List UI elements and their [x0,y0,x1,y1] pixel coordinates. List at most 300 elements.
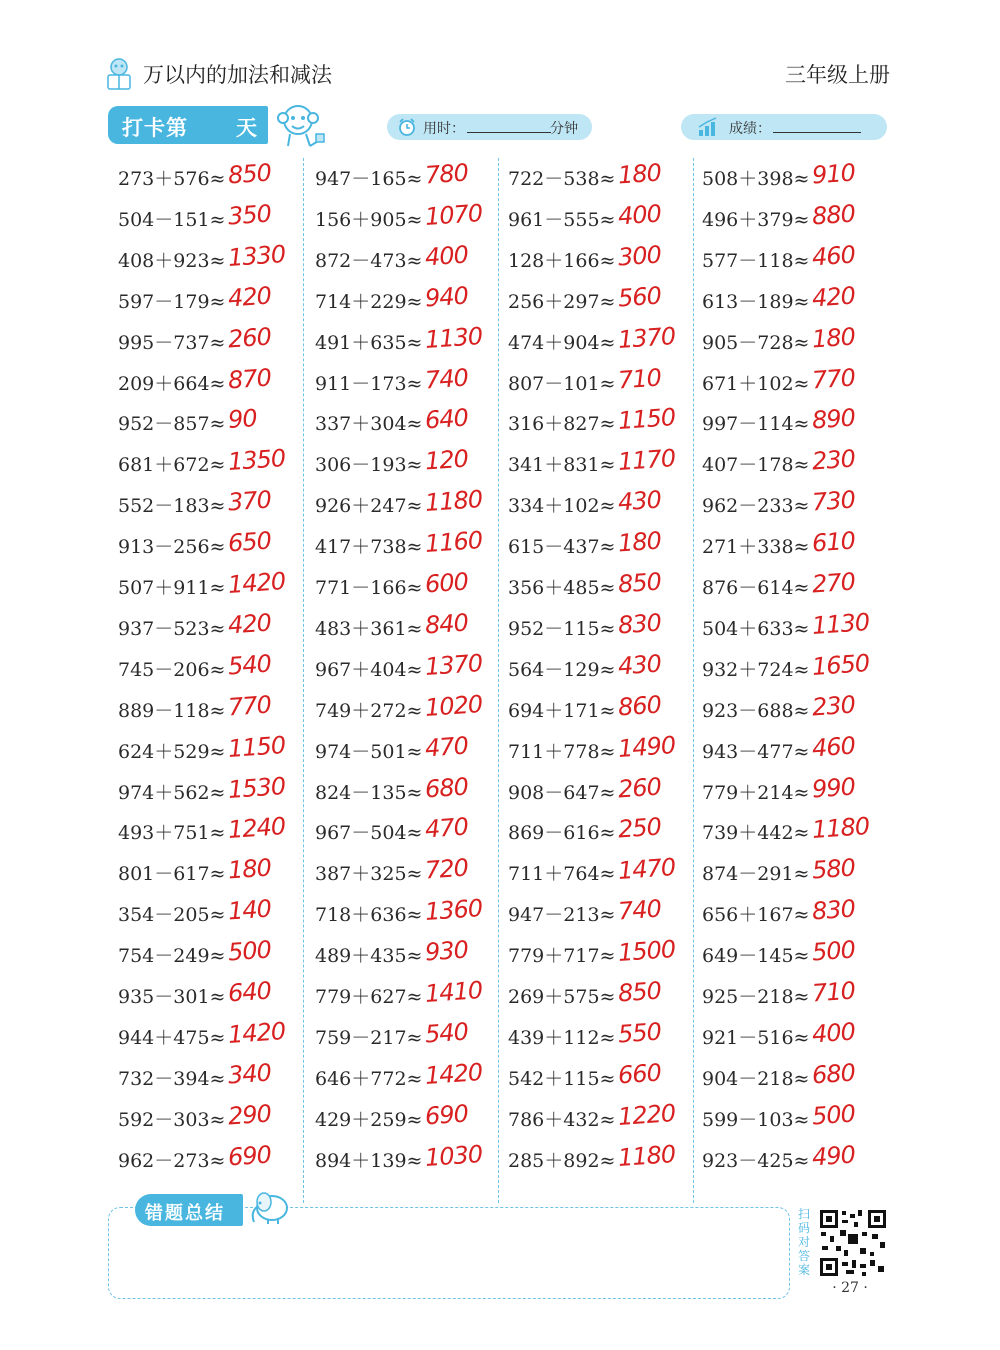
problem-item [315,158,495,198]
problem-item [118,444,298,484]
handwritten-answer[interactable]: 610 [811,526,856,558]
problem-item [508,608,688,648]
problem-item [508,1017,688,1057]
problem-expression: 271＋338≈ [702,536,810,559]
problem-item [118,526,298,566]
problem-expression: 932＋724≈ [702,658,810,681]
problem-item [508,935,688,975]
handwritten-answer[interactable]: 770 [811,363,856,394]
handwritten-answer[interactable]: 690 [424,1099,469,1131]
problem-expression: 387＋325≈ [315,863,423,886]
problem-expression: 874－291≈ [702,863,810,886]
problem-item [118,1058,298,1098]
handwritten-answer[interactable]: 1180 [811,812,870,845]
problem-expression: 962－233≈ [702,495,810,518]
problem-item [508,322,688,362]
handwritten-answer[interactable]: 850 [227,158,272,190]
problem-item [118,1140,298,1180]
problem-item [315,731,495,771]
problem-expression: 646＋772≈ [315,1067,423,1090]
problem-expression: 504－151≈ [118,208,226,231]
problem-item [315,363,495,403]
problem-expression: 334＋102≈ [508,495,616,518]
handwritten-answer[interactable]: 90 [227,404,258,435]
problem-expression: 356＋485≈ [508,577,616,599]
problem-expression: 952－115≈ [508,617,616,640]
problem-expression: 732－394≈ [118,1067,226,1090]
handwritten-answer[interactable]: 850 [617,976,662,1008]
problem-item [702,199,882,239]
problem-expression: 905－728≈ [702,331,810,354]
handwritten-answer[interactable]: 340 [227,1058,272,1090]
problem-item [315,567,495,607]
problem-expression: 771－166≈ [315,577,423,599]
handwritten-answer[interactable]: 690 [227,1140,272,1172]
handwritten-answer[interactable]: 430 [617,649,662,681]
handwritten-answer[interactable]: 1180 [424,485,483,518]
problem-expression: 779＋717≈ [508,945,616,968]
problem-expression: 256＋297≈ [508,290,616,313]
handwritten-answer[interactable]: 840 [424,608,469,640]
handwritten-answer[interactable]: 400 [811,1017,856,1049]
problem-expression: 671＋102≈ [702,372,810,395]
problem-item [315,1058,495,1098]
handwritten-answer[interactable]: 860 [617,690,662,722]
problem-item [508,281,688,321]
problem-item [315,690,495,730]
problem-expression: 542＋115≈ [508,1067,616,1090]
problem-expression: 507＋911≈ [118,577,226,599]
handwritten-answer[interactable]: 580 [811,853,856,885]
problem-item [508,649,688,689]
problem-item [118,731,298,771]
problem-item [118,690,298,730]
problem-expression: 496＋379≈ [702,208,810,231]
problem-expression: 786＋432≈ [508,1108,616,1131]
problem-item [118,935,298,975]
problem-item [702,731,882,771]
handwritten-answer[interactable]: 740 [424,363,469,394]
problem-item [315,935,495,975]
problem-expression: 439＋112≈ [508,1026,616,1049]
handwritten-answer[interactable]: 650 [227,526,272,558]
handwritten-answer[interactable]: 680 [811,1058,856,1090]
problem-expression: 417＋738≈ [315,536,423,559]
problem-item [118,158,298,198]
problem-expression: 876－614≈ [702,577,810,599]
handwritten-answer[interactable]: 420 [227,608,272,640]
score-field[interactable] [681,114,887,140]
handwritten-answer[interactable]: 250 [617,812,662,844]
problem-item [315,199,495,239]
handwritten-answer[interactable]: 470 [424,812,469,844]
problem-item [702,894,882,934]
problem-expression: 944＋475≈ [118,1026,226,1049]
handwritten-answer[interactable]: 260 [617,772,662,803]
problem-expression: 947－213≈ [508,904,616,927]
problem-expression: 974－501≈ [315,740,423,763]
problem-grid [108,158,888,1210]
handwritten-answer[interactable]: 910 [811,158,856,190]
problem-expression: 739＋442≈ [702,822,810,845]
problem-expression: 807－101≈ [508,372,616,395]
problem-item [702,526,882,566]
problem-expression: 429＋259≈ [315,1108,423,1131]
problem-item [315,853,495,893]
handwritten-answer[interactable]: 1410 [424,976,483,1008]
handwritten-answer[interactable]: 550 [617,1017,662,1049]
problem-expression: 624＋529≈ [118,740,226,763]
problem-item [508,772,688,812]
handwritten-answer[interactable]: 1180 [617,1139,676,1172]
problem-item [118,608,298,648]
handwritten-answer[interactable]: 500 [811,1099,856,1131]
problem-item [508,485,688,525]
book-mascot-icon [105,57,133,91]
problem-expression: 285＋892≈ [508,1149,616,1172]
handwritten-answer[interactable]: 430 [617,485,662,517]
problem-expression: 599－103≈ [702,1108,810,1131]
handwritten-answer[interactable]: 1420 [424,1057,483,1090]
problem-expression: 656＋167≈ [702,904,810,927]
elephant-icon [246,1186,294,1226]
handwritten-answer[interactable]: 1130 [424,321,483,354]
problem-expression: 597－179≈ [118,290,226,313]
problem-item [702,403,882,443]
mistake-summary-label: 错题总结 [145,1203,225,1224]
handwritten-answer[interactable]: 1490 [617,730,676,763]
handwritten-answer[interactable]: 1240 [227,812,286,845]
column-divider [498,158,499,1203]
problem-item [315,485,495,525]
problem-expression: 474＋904≈ [508,331,616,354]
handwritten-answer[interactable]: 180 [617,526,662,558]
problem-item [702,853,882,893]
handwritten-answer[interactable]: 1070 [424,198,483,231]
problem-expression: 974＋562≈ [118,781,226,804]
handwritten-answer[interactable]: 1360 [424,894,483,927]
handwritten-answer[interactable]: 730 [811,485,856,517]
problem-item [702,976,882,1016]
problem-expression: 745－206≈ [118,658,226,681]
handwritten-answer[interactable]: 780 [424,158,469,190]
problem-item [508,403,688,443]
problem-expression: 894＋139≈ [315,1149,423,1172]
score-label: 成绩： [729,121,771,137]
problem-item [118,853,298,893]
problem-expression: 926＋247≈ [315,495,423,518]
handwritten-answer[interactable]: 640 [424,403,469,435]
handwritten-answer[interactable]: 680 [424,772,469,803]
problem-expression: 997－114≈ [702,413,810,436]
problem-item [508,526,688,566]
problem-item [118,363,298,403]
problem-item [118,1017,298,1057]
problem-expression: 564－129≈ [508,658,616,681]
problem-item [315,1099,495,1139]
problem-item [118,976,298,1016]
problem-item [508,1140,688,1180]
problem-expression: 711＋764≈ [508,863,616,886]
problem-expression: 407－178≈ [702,454,810,477]
problem-expression: 872－473≈ [315,249,423,272]
problem-expression: 869－616≈ [508,822,616,845]
problem-item [118,485,298,525]
handwritten-answer[interactable]: 1150 [617,403,676,436]
problem-expression: 714＋229≈ [315,290,423,313]
problem-item [702,1017,882,1057]
handwritten-answer[interactable]: 890 [811,403,856,435]
handwritten-answer[interactable]: 1170 [617,444,676,477]
problem-item [315,403,495,443]
problem-expression: 711＋778≈ [508,740,616,763]
handwritten-answer[interactable]: 300 [617,240,662,272]
problem-item [508,158,688,198]
handwritten-answer[interactable]: 460 [811,240,856,272]
handwritten-answer[interactable]: 1500 [617,935,676,968]
problem-item [508,853,688,893]
handwritten-answer[interactable]: 540 [227,649,272,681]
handwritten-answer[interactable]: 940 [424,281,469,313]
handwritten-answer[interactable]: 270 [811,567,856,599]
handwritten-answer[interactable]: 370 [227,485,272,517]
handwritten-answer[interactable]: 1370 [424,648,483,681]
problem-expression: 962－273≈ [118,1149,226,1172]
time-label: 用时： [423,121,465,137]
problem-expression: 552－183≈ [118,495,226,518]
handwritten-answer[interactable]: 180 [227,853,272,885]
problem-expression: 493＋751≈ [118,822,226,845]
handwritten-answer[interactable]: 740 [617,894,662,926]
handwritten-answer[interactable]: 1350 [227,444,286,477]
problem-expression: 779＋627≈ [315,986,423,1008]
problem-expression: 801－617≈ [118,863,226,886]
time-field[interactable] [387,114,592,140]
problem-item [315,649,495,689]
problem-expression: 128＋166≈ [508,249,616,272]
handwritten-answer[interactable]: 500 [227,935,272,967]
problem-expression: 408＋923≈ [118,249,226,272]
handwritten-answer[interactable]: 710 [617,363,662,394]
problem-expression: 754－249≈ [118,945,226,968]
problem-expression: 904－218≈ [702,1067,810,1090]
handwritten-answer[interactable]: 1020 [424,689,483,722]
problem-item [702,1140,882,1180]
handwritten-answer[interactable]: 640 [227,976,272,1008]
problem-expression: 613－189≈ [702,290,810,313]
handwritten-answer[interactable]: 1470 [617,853,676,886]
problem-item [508,812,688,852]
problem-expression: 995－737≈ [118,331,226,354]
problem-item [508,240,688,280]
problem-expression: 681＋672≈ [118,454,226,477]
time-blank[interactable] [467,132,551,133]
problem-expression: 649－145≈ [702,945,810,968]
problem-item [118,240,298,280]
handwritten-answer[interactable]: 990 [811,772,856,803]
problem-expression: 967＋404≈ [315,658,423,681]
handwritten-answer[interactable]: 770 [227,690,272,722]
problem-expression: 749＋272≈ [315,699,423,722]
problem-item [118,649,298,689]
problem-expression: 316＋827≈ [508,413,616,436]
problem-item [702,812,882,852]
handwritten-answer[interactable]: 290 [227,1099,272,1131]
handwritten-answer[interactable]: 350 [227,199,272,231]
problem-expression: 911－173≈ [315,372,423,395]
handwritten-answer[interactable]: 660 [617,1058,662,1090]
problem-expression: 889－118≈ [118,699,226,722]
problem-expression: 943－477≈ [702,740,810,763]
handwritten-answer[interactable]: 500 [811,935,856,967]
handwritten-answer[interactable]: 470 [424,731,469,763]
problem-item [702,363,882,403]
problem-expression: 483＋361≈ [315,617,423,640]
problem-item [508,567,688,607]
handwritten-answer[interactable]: 1160 [424,526,483,559]
handwritten-answer[interactable]: 260 [227,322,272,354]
problem-expression: 779＋214≈ [702,781,810,804]
handwritten-answer[interactable]: 400 [617,199,662,231]
problem-expression: 491＋635≈ [315,331,423,354]
problem-item [315,772,495,812]
problem-item [702,567,882,607]
problem-item [315,240,495,280]
problem-item [315,1017,495,1057]
problem-expression: 824－135≈ [315,781,423,804]
problem-expression: 921－516≈ [702,1026,810,1049]
problem-item [315,444,495,484]
problem-item [118,567,298,607]
chart-icon [697,117,719,137]
handwritten-answer[interactable]: 1030 [424,1139,483,1172]
problem-item [702,444,882,484]
alarm-clock-icon [397,117,417,137]
problem-expression: 156＋905≈ [315,208,423,231]
problem-expression: 718＋636≈ [315,904,423,927]
problem-expression: 925－218≈ [702,986,810,1008]
problem-item [315,322,495,362]
problem-item [702,240,882,280]
problem-item [315,526,495,566]
handwritten-answer[interactable]: 540 [424,1017,469,1049]
handwritten-answer[interactable]: 460 [811,731,856,763]
handwritten-answer[interactable]: 1650 [811,648,870,681]
handwritten-answer[interactable]: 880 [811,199,856,231]
handwritten-answer[interactable]: 710 [811,976,856,1008]
problem-item [702,649,882,689]
problem-expression: 694＋171≈ [508,699,616,722]
monkey-icon [272,100,328,150]
problem-expression: 908－647≈ [508,781,616,804]
header [105,55,890,95]
problem-item [315,1140,495,1180]
handwritten-answer[interactable]: 560 [617,281,662,313]
handwritten-answer[interactable]: 1330 [227,239,286,272]
problem-expression: 923－425≈ [702,1149,810,1172]
handwritten-answer[interactable]: 830 [811,894,856,926]
problem-expression: 722－538≈ [508,168,616,190]
handwritten-answer[interactable]: 850 [617,567,662,599]
problem-item [508,1099,688,1139]
column-divider [303,158,304,1203]
handwritten-answer[interactable]: 420 [811,281,856,313]
problem-item [508,444,688,484]
problem-expression: 937－523≈ [118,617,226,640]
problem-expression: 967－504≈ [315,822,423,845]
handwritten-answer[interactable]: 1150 [227,730,286,763]
handwritten-answer[interactable]: 180 [617,158,662,190]
qr-code-icon[interactable] [818,1208,888,1278]
problem-item [118,812,298,852]
problem-item [315,976,495,1016]
handwritten-answer[interactable]: 1530 [227,771,286,804]
problem-item [508,1058,688,1098]
problem-item [118,894,298,934]
problem-item [118,322,298,362]
problem-expression: 923－688≈ [702,699,810,722]
handwritten-answer[interactable]: 420 [227,281,272,313]
handwritten-answer[interactable]: 400 [424,240,469,272]
page-number: · 27 · [832,1280,868,1296]
problem-expression: 504＋633≈ [702,617,810,640]
handwritten-answer[interactable]: 930 [424,935,469,967]
handwritten-answer[interactable]: 1130 [811,607,870,640]
checkin-banner [108,106,268,144]
problem-item [315,812,495,852]
problem-item [118,281,298,321]
handwritten-answer[interactable]: 870 [227,363,272,394]
problem-item [508,731,688,771]
handwritten-answer[interactable]: 230 [811,444,856,476]
problem-item [118,772,298,812]
problem-item [315,608,495,648]
problem-item [508,363,688,403]
problem-item [118,403,298,443]
problem-expression: 508＋398≈ [702,168,810,190]
score-blank[interactable] [773,132,861,133]
problem-expression: 273＋576≈ [118,168,226,190]
problem-item [508,199,688,239]
problem-expression: 947－165≈ [315,168,423,190]
handwritten-answer[interactable]: 1220 [617,1098,676,1131]
handwritten-answer[interactable]: 1420 [227,567,286,599]
problem-expression: 615－437≈ [508,536,616,559]
handwritten-answer[interactable]: 600 [424,567,469,599]
handwritten-answer[interactable]: 180 [811,322,856,354]
problem-expression: 935－301≈ [118,986,226,1008]
problem-item [702,485,882,525]
handwritten-answer[interactable]: 140 [227,894,272,926]
problem-expression: 341＋831≈ [508,454,616,477]
handwritten-answer[interactable]: 230 [811,690,856,722]
problem-item [702,158,882,198]
handwritten-answer[interactable]: 720 [424,853,469,885]
handwritten-answer[interactable]: 1420 [227,1016,286,1049]
column-divider [693,158,694,1203]
handwritten-answer[interactable]: 830 [617,608,662,640]
handwritten-answer[interactable]: 1370 [617,321,676,354]
problem-expression: 577－118≈ [702,249,810,272]
problem-item [702,281,882,321]
checkin-label: 打卡第 [122,116,188,140]
handwritten-answer[interactable]: 120 [424,444,469,476]
handwritten-answer[interactable]: 490 [811,1140,856,1172]
problem-expression: 337＋304≈ [315,413,423,436]
problem-expression: 913－256≈ [118,536,226,559]
problem-expression: 759－217≈ [315,1026,423,1049]
time-unit: 分钟 [550,121,578,137]
